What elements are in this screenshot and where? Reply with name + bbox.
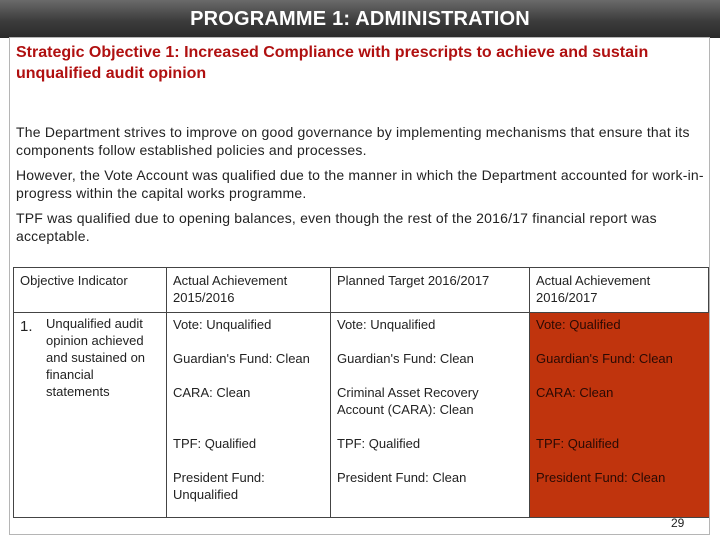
actual-2016-cell: Vote: Qualified — [530, 313, 709, 348]
actual-2015-cell: President Fund: Unqualified — [167, 466, 331, 518]
vote-account-paragraph: However, the Vote Account was qualified due to the manner in which the Department accounted for work-in-progress within the capital works programme. — [16, 167, 704, 201]
actual-2015-cell: TPF: Qualified — [167, 432, 331, 466]
planned-2016-cell: President Fund: Clean — [331, 466, 530, 518]
header-planned-2016: Planned Target 2016/2017 — [331, 268, 530, 313]
actual-2015-cell: Vote: Unqualified — [167, 313, 331, 348]
header-objective-indicator: Objective Indicator — [14, 268, 167, 313]
slide-title: PROGRAMME 1: ADMINISTRATION — [0, 0, 720, 38]
planned-2016-cell: Guardian's Fund: Clean — [331, 347, 530, 381]
indicator-text: Unqualified audit opinion achieved and sustained on financial statements — [46, 316, 146, 399]
planned-2016-cell: Vote: Unqualified — [331, 313, 530, 348]
actual-2016-cell: President Fund: Clean — [530, 466, 709, 518]
tpf-paragraph: TPF was qualified due to opening balances, even though the rest of the 2016/17 financial report was acceptable. — [16, 210, 657, 244]
strategic-objective-heading: Strategic Objective 1: Increased Compliance with prescripts to achieve and sustain unqualified audit opinion — [16, 44, 649, 82]
page-number: 29 — [671, 516, 685, 530]
header-actual-2016: Actual Achievement 2016/2017 — [530, 268, 709, 313]
table-header-row — [14, 268, 709, 313]
table-row — [14, 313, 709, 348]
planned-2016-cell: Criminal Asset Recovery Account (CARA): Clean — [331, 381, 530, 432]
planned-2016-cell: TPF: Qualified — [331, 432, 530, 466]
actual-2016-cell: CARA: Clean — [530, 381, 709, 432]
objective-indicator-cell — [14, 313, 167, 518]
indicator-number: 1. — [20, 318, 33, 335]
indicator-table — [13, 267, 709, 518]
actual-2016-cell: TPF: Qualified — [530, 432, 709, 466]
header-actual-2015: Actual Achievement 2015/2016 — [167, 268, 331, 313]
governance-paragraph: The Department strives to improve on good governance by implementing mechanisms that ensure that its components follow established policies and processes. — [16, 124, 690, 158]
actual-2015-cell: CARA: Clean — [167, 381, 331, 432]
actual-2015-cell: Guardian's Fund: Clean — [167, 347, 331, 381]
actual-2016-cell: Guardian's Fund: Clean — [530, 347, 709, 381]
